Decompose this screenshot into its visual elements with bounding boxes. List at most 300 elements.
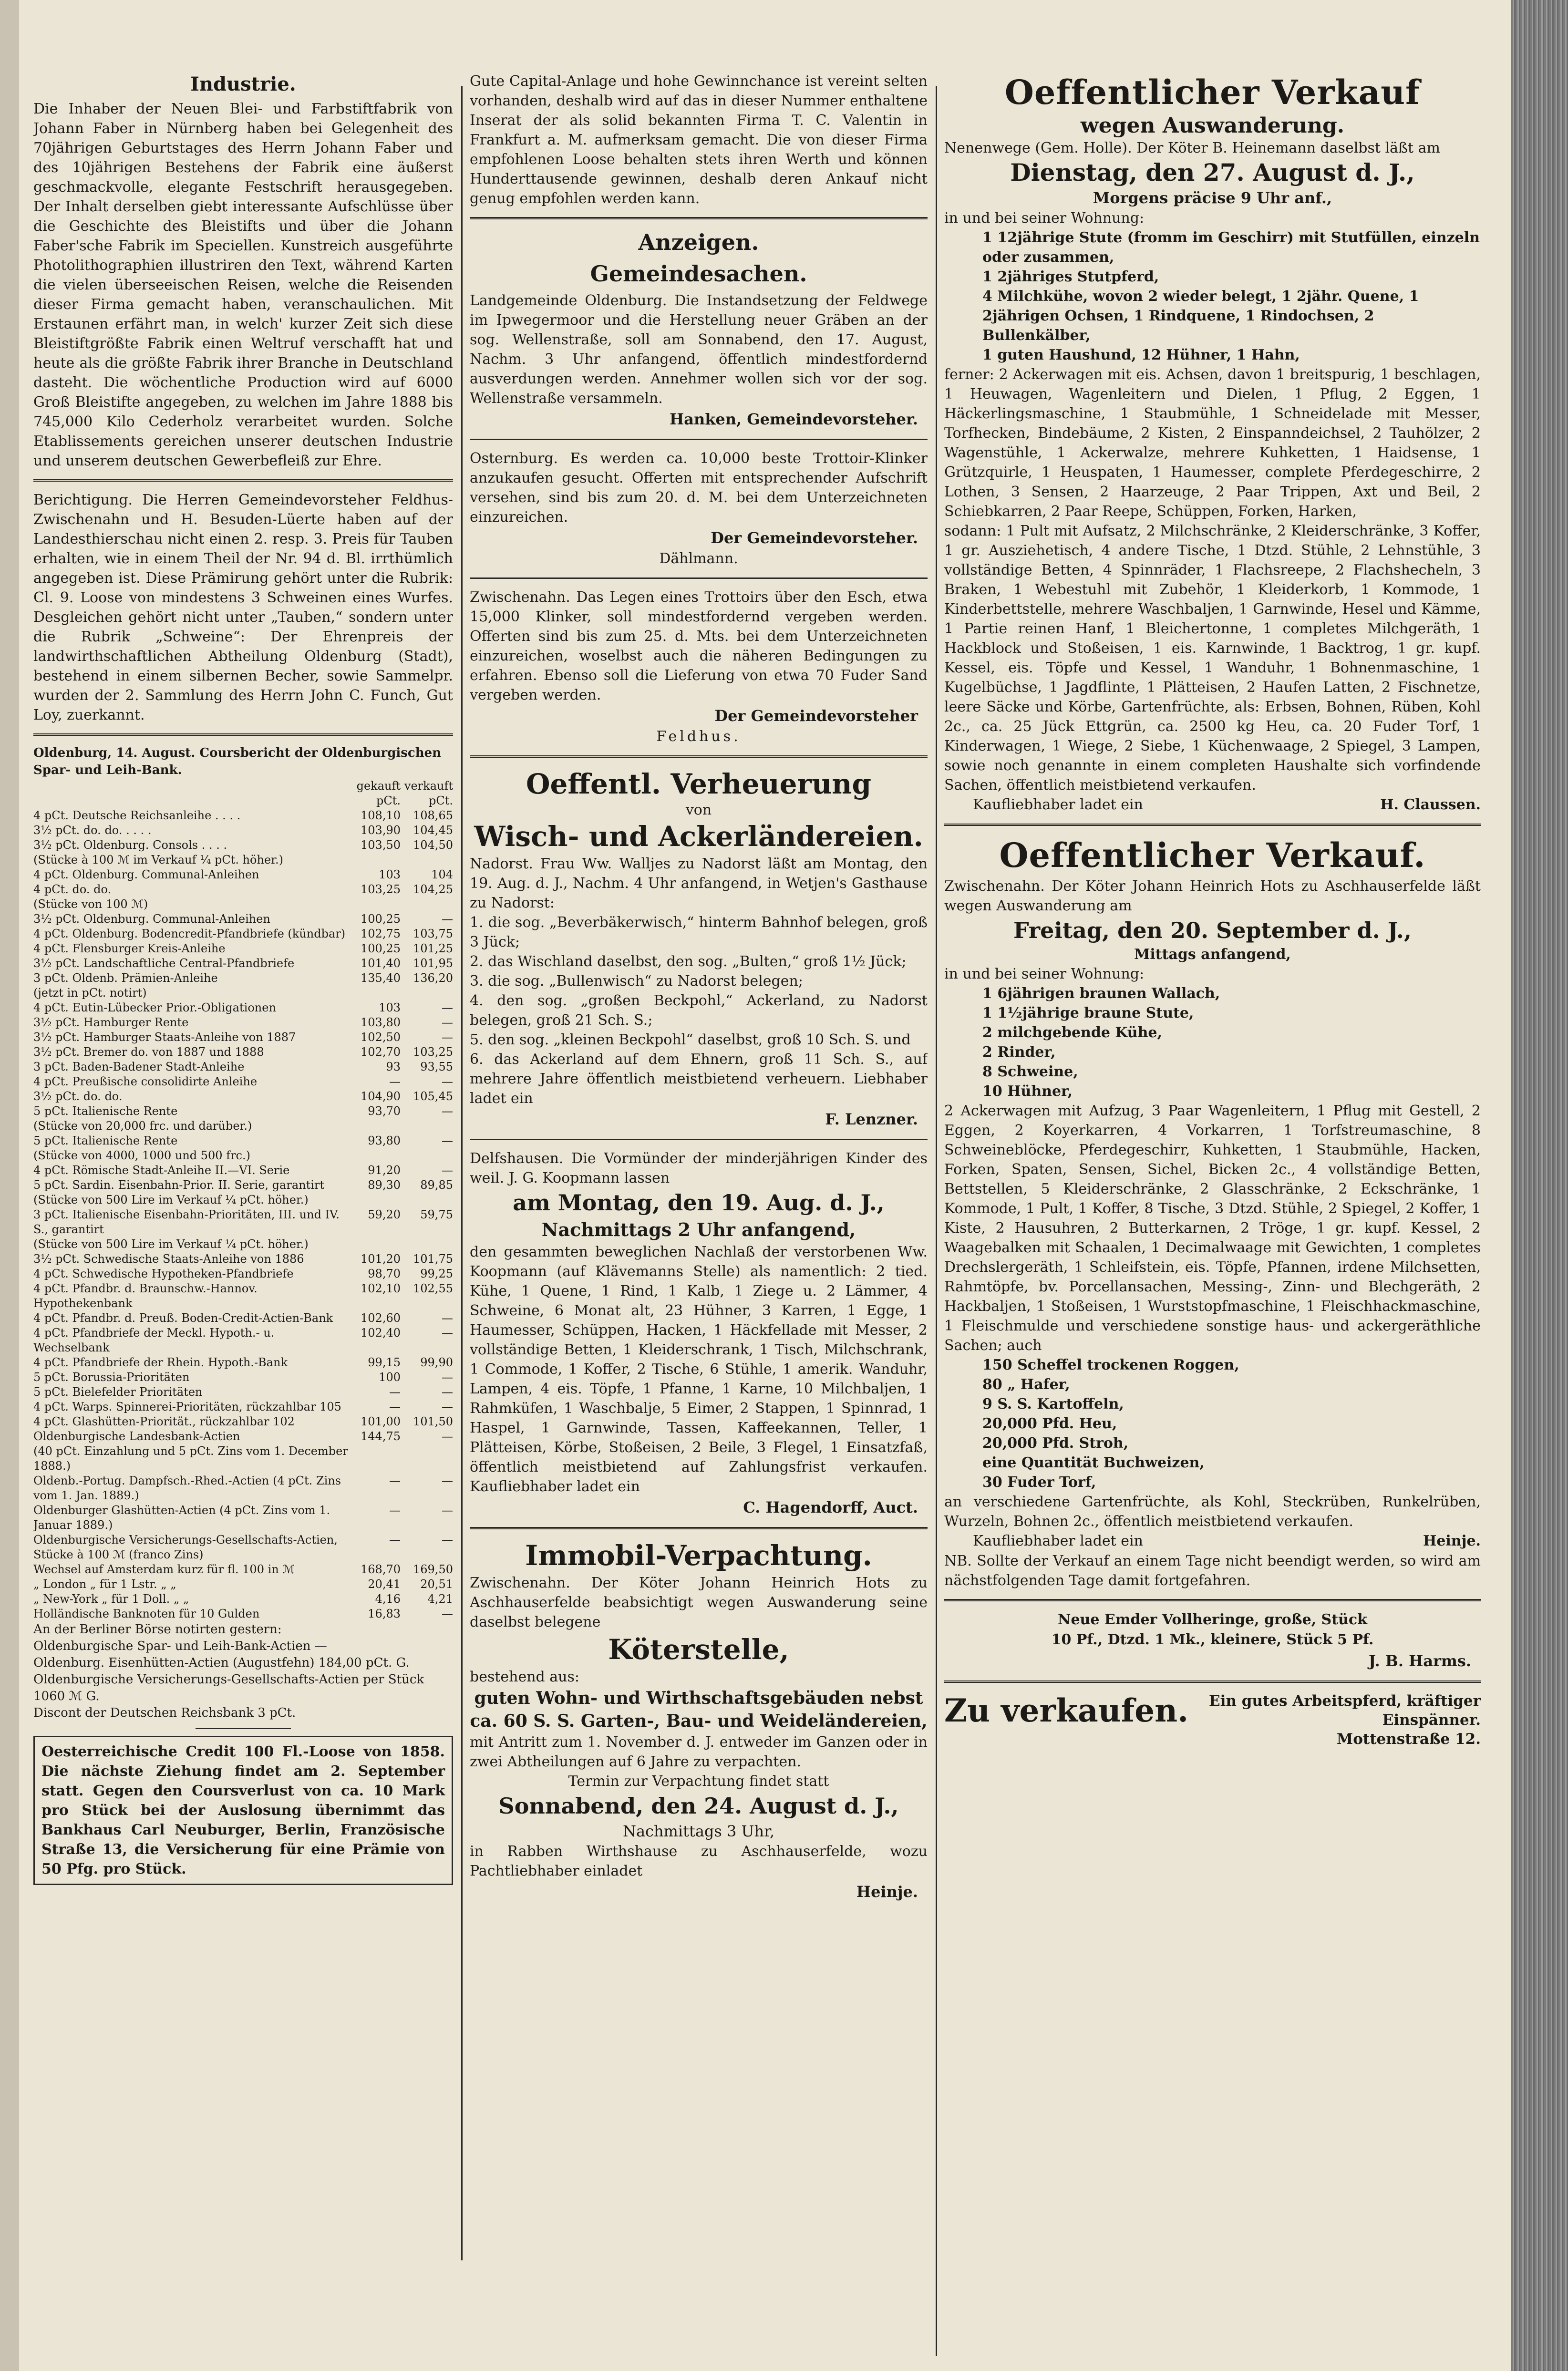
kurs-sell: — xyxy=(442,1474,453,1487)
kurs-buy: 4,16 xyxy=(375,1592,401,1606)
kurs-name: 3½ pCt. Hamburger Staats-Anleihe von 1887 xyxy=(33,1031,296,1044)
kurs-row xyxy=(33,1444,453,1474)
kurs-name: (Stücke von 500 Lire im Verkauf ¼ pCt. höher.) xyxy=(33,1193,309,1206)
kurs-row xyxy=(33,1385,453,1400)
verkauf2-items xyxy=(944,984,1481,1101)
kurs-name: 4 pCt. Deutsche Reichsanleihe . . . . xyxy=(33,809,241,822)
column-3 xyxy=(944,72,1481,2333)
kurs-buy: — xyxy=(389,1533,401,1546)
zu-verkaufen-text: Ein gutes Arbeitspferd, kräftiger Einspänner. xyxy=(1209,1692,1481,1729)
column-1 xyxy=(33,72,453,2333)
kurs-sell: 108,65 xyxy=(413,809,453,822)
signature: Heinje. xyxy=(856,1883,918,1901)
kurs-buy: 108,10 xyxy=(361,809,401,822)
column-2 xyxy=(470,72,928,2333)
verkauf1-title: Oeffentlicher Verkauf xyxy=(1004,72,1421,112)
verkauf2-good: 20,000 Pfd. Heu, xyxy=(982,1415,1117,1432)
verkauf2-place: in und bei seiner Wohnung: xyxy=(944,966,1145,982)
closing-text: Kaufliebhaber ladet ein xyxy=(973,1533,1143,1549)
kurs-row xyxy=(33,1104,453,1119)
signature-name: Dählmann. xyxy=(659,550,738,567)
col-gekauft: gekauft xyxy=(356,779,401,793)
kurs-name: 4 pCt. Römische Stadt-Anleihe II.—VI. Serie xyxy=(33,1164,290,1177)
kurs-sell: 101,25 xyxy=(413,942,453,955)
kurs-sell xyxy=(401,853,453,867)
kurs-buy: — xyxy=(389,1400,401,1413)
kurs-buy xyxy=(348,1148,401,1163)
gemeindesachen-title: Gemeindesachen. xyxy=(590,261,807,287)
kurs-name: Oldenburgische Versicherungs-Gesellschafts-Actien, Stücke à 100 ℳ (franco Zins) xyxy=(33,1533,338,1561)
kurs-buy: 102,40 xyxy=(361,1326,401,1340)
kurs-name: 5 pCt. Italienische Rente xyxy=(33,1134,178,1147)
kurs-row xyxy=(33,1089,453,1104)
kurs-row xyxy=(33,1592,453,1607)
kurs-sell xyxy=(401,1119,453,1134)
zu-verkaufen-address: Mottenstraße 12. xyxy=(1336,1731,1481,1748)
kurs-name: 4 pCt. Warps. Spinnerei-Prioritäten, rückzahlbar 105 xyxy=(33,1400,341,1413)
kurs-row xyxy=(33,1562,453,1577)
kursbericht-header-row xyxy=(33,779,453,794)
immobil-date: Sonnabend, den 24. August d. J., xyxy=(498,1793,899,1819)
kurs-row xyxy=(33,1474,453,1503)
kurs-name: 3½ pCt. Schwedische Staats-Anleihe von 1886 xyxy=(33,1252,304,1266)
kurs-name: 4 pCt. Pfandbriefe der Meckl. Hypoth.- u. Wechselbank xyxy=(33,1326,275,1354)
kurs-name: (Stücke von 500 Lire im Verkauf ¼ pCt. höher.) xyxy=(33,1237,309,1251)
kurs-row xyxy=(33,808,453,823)
kurs-sell: — xyxy=(442,1504,453,1517)
emder-line1: Neue Emder Vollheringe, große, Stück xyxy=(1058,1611,1367,1628)
kurs-buy xyxy=(348,1193,401,1207)
kurs-row xyxy=(33,1178,453,1193)
verkauf1-closing-row xyxy=(944,795,1481,815)
kurs-name: 4 pCt. Pfandbriefe der Rhein. Hypoth.-Bank xyxy=(33,1356,288,1369)
kurs-name: 4 pCt. Eutin-Lübecker Prior.-Obligationen xyxy=(33,1001,276,1014)
kurs-sell: 4,21 xyxy=(427,1592,453,1606)
verkauf2-item: 2 Rinder, xyxy=(982,1044,1056,1061)
kurs-row xyxy=(33,1237,453,1252)
kurs-sell: — xyxy=(442,1001,453,1014)
kurs-name: 3 pCt. Baden-Badener Stadt-Anleihe xyxy=(33,1060,245,1073)
kurs-row xyxy=(33,941,453,956)
kurs-name: 3½ pCt. Bremer do. von 1887 und 1888 xyxy=(33,1045,264,1059)
kurs-buy: 103,50 xyxy=(361,838,401,852)
verheuerung-item: 6. das Ackerland auf dem Ehnern, groß 11 Sch. S., auf mehrere Jahre öffentlich meistbietend verheuern. Liebhaber ladet ein xyxy=(470,1051,928,1107)
kurs-buy: 100 xyxy=(379,1371,401,1384)
kurs-sell: 136,20 xyxy=(413,971,453,985)
zwischenahn-trottoir-ad: Zwischenahn. Das Legen eines Trottoirs über den Esch, etwa 15,000 Klinker, soll mindestfordernd vergeben werden. Offerten sind bis zum 25. d. Mts. bei dem Unterzeichneten einzureichen, woselbst auch die näheren Bedingungen zu erfahren. Ebenso soll die Lieferung von etwa 70 Fuder Sand vergeben werden. xyxy=(470,589,928,703)
kurs-name: 4 pCt. Flensburger Kreis-Anleihe xyxy=(33,942,226,955)
kurs-buy: 98,70 xyxy=(368,1267,401,1280)
kurs-sell xyxy=(401,897,453,912)
signature: Hanken, Gemeindevorsteher. xyxy=(669,410,918,428)
kurs-buy: 16,83 xyxy=(368,1607,401,1620)
kurs-sell xyxy=(401,1444,453,1474)
kurs-note: An der Berliner Börse notirten gestern: xyxy=(33,1622,282,1637)
verkauf2-good: 30 Fuder Torf, xyxy=(982,1474,1096,1491)
kurs-buy: 102,60 xyxy=(361,1311,401,1325)
kurs-buy: 103,25 xyxy=(361,883,401,896)
verkauf2-time: Mittags anfangend, xyxy=(1134,946,1291,963)
verkauf1-item: 4 Milchkühe, wovon 2 wieder belegt, 1 2jähr. Quene, 1 2jährigen Ochsen, 1 Rindquene, 1 Rindochsen, 2 Bullenkälber, xyxy=(982,288,1419,344)
kurs-buy: 103 xyxy=(379,868,401,881)
verkauf1-text2: sodann: 1 Pult mit Aufsatz, 2 Milchschränke, 2 Kleiderschränke, 3 Koffer, 1 gr. Ausziehetisch, 4 andere Tische, 1 Dtzd. Stühle, 2 Lehnstühle, 3 vollständige Betten, 4 Spinnräder, 1 Flachsreepe, 2 Flachshecheln, 3 Braken, 1 Webestuhl mit Zubehör, 1 Kleiderkorb, 1 Kommode, 1 Kinderbettstelle, mehrere Waschbaljen, 1 Garnwinde, Hesel und Kämme, 1 Partie reinen Hanf, 1 Bleichertonne, 1 completes Milchgeräth, 1 Hackblock und Stoßeisen, 1 eis. Karnwinde, 1 Backtrog, 1 gr. kupf. Kessel, eis. Töpfe und Kessel, 1 Wanduhr, 1 Bohnenmaschine, 1 Kugelbüchse, 1 Jagdflinte, 1 Plätteisen, 2 Haufen Latten, 2 Fischnetze, leere Säcke und Körbe, Gartenfrüchte, als: Erbsen, Bohnen, Rüben, Kohl 2c., ca. 25 Jück Ettgrün, ca. 2500 kg Heu, ca. 20 Fuder Torf, 1 Kinderwagen, 1 Wiege, 2 Siebe, 1 Küchenwaage, 2 Spiegel, 3 Lampen, sowie noch genannte in einem completen Haushalte sich vorfindende Sachen, öffentlich meistbietend verkaufen. xyxy=(944,523,1481,794)
verkauf2-item: 2 milchgebende Kühe, xyxy=(982,1024,1162,1041)
immobil-text: mit Antritt zum 1. November d. J. entweder im Ganzen oder in zwei Abtheilungen auf 6 Jahre zu verpachten. xyxy=(470,1734,928,1770)
kurs-name: 5 pCt. Sardin. Eisenbahn-Prior. II. Serie, garantirt xyxy=(33,1178,325,1192)
kurs-row xyxy=(33,1503,453,1533)
kurs-buy: 101,00 xyxy=(361,1415,401,1428)
verkauf1-items xyxy=(944,228,1481,365)
verkauf2-good: 20,000 Pfd. Stroh, xyxy=(982,1435,1129,1452)
verheuerung-item: 2. das Wischland daselbst, den sog. „Bulten,“ groß 1½ Jück; xyxy=(470,953,907,970)
verheuerung-intro: Nadorst. Frau Ww. Walljes zu Nadorst läßt am Montag, den 19. Aug. d. J., Nachm. 4 Uhr anfangend, in Wetjen's Gasthause zu Nadorst: xyxy=(470,856,928,911)
kurs-name: 4 pCt. do. do. xyxy=(33,883,112,896)
kurs-sell: — xyxy=(442,912,453,926)
kurs-sell xyxy=(401,1148,453,1163)
verkauf1-item: 1 12jährige Stute (fromm im Geschirr) mit Stutfüllen, einzeln oder zusammen, xyxy=(982,229,1480,266)
kurs-row xyxy=(33,912,453,927)
kurs-row xyxy=(33,1311,453,1326)
verkauf2-nb: NB. Sollte der Verkauf an einem Tage nicht beendigt werden, so wird am nächstfolgenden Tage damit fortgefahren. xyxy=(944,1553,1481,1589)
adjacent-page-edge xyxy=(0,0,21,2371)
column-divider xyxy=(936,86,937,2356)
kurs-sell: — xyxy=(442,1385,453,1399)
divider xyxy=(944,824,1481,826)
kursbericht-notes xyxy=(33,1621,453,1722)
kurs-row xyxy=(33,1119,453,1134)
credit-loose-text: Oesterreichische Credit 100 Fl.-Loose von 1858. Die nächste Ziehung findet am 2. September statt. Gegen den Coursverlust von ca. 10 Mark pro Stück bei der Auslosung übernimmt das Bankhaus Carl Neuburger, Berlin, Französische Straße 13, die Versicherung für eine Prämie von 50 Pfg. pro Stück. xyxy=(41,1743,445,1877)
kursbericht-title: Coursbericht der Oldenburgischen Spar- und Leih-Bank. xyxy=(33,746,442,777)
kurs-buy: 89,30 xyxy=(368,1178,401,1192)
kurs-buy: 20,41 xyxy=(368,1577,401,1591)
kurs-sell: — xyxy=(442,1104,453,1118)
verheuerung-item: 3. die sog. „Bullenwisch“ zu Nadorst belegen; xyxy=(470,973,803,990)
kurs-buy: 168,70 xyxy=(361,1563,401,1576)
verheuerung-item: 1. die sog. „Beverbäkerwisch,“ hinterm Bahnhof belegen, groß 3 Jück; xyxy=(470,914,928,950)
signature: F. Lenzner. xyxy=(825,1110,918,1128)
anzeigen-title: Anzeigen. xyxy=(638,229,759,255)
kurs-row xyxy=(33,927,453,941)
kurs-sell: 99,25 xyxy=(420,1267,453,1280)
divider xyxy=(470,439,928,440)
kurs-row xyxy=(33,1252,453,1267)
verkauf2-item: 1 1½jährige braune Stute, xyxy=(982,1005,1194,1021)
kurs-buy xyxy=(348,853,401,867)
verkauf2-good: 80 „ Hafer, xyxy=(982,1376,1070,1393)
kurs-row xyxy=(33,1370,453,1385)
verkauf2-text: 2 Ackerwagen mit Aufzug, 3 Paar Wagenleitern, 1 Pflug mit Gestell, 2 Eggen, 2 Koyerkarren, 4 Vorkarren, 1 Torfstreumaschine, 8 Schweineblöcke, Pferdegeschirr, Kuhketten, 1 Staubmühle, Hacken, Forken, Spaten, Sensen, Sichel, Bicken 2c., 4 vollständige Betten, Bettstellen, 5 Kleiderschränke, 2 Glasschränke, 2 Eckschränke, 1 Kommode, 1 Pult, 1 Koffer, 8 Tische, 3 Dtzd. Stühle, 2 Spiegel, 2 Koffer, 1 Kiste, 2 Hausuhren, 2 Butterkarnen, 2 Tröge, 1 gr. kupf. Kessel, 2 Waagebalken mit Schaalen, 1 Decimalwaage mit Gewichten, 1 completes Drechslergeräth, 1 Schleifstein, eis. Töpfe, Pfannen, irdene Milchsetten, Rahmtöpfe, bv. Porcellansachen, Messing-, Zinn- und Blechgeräth, 2 Hackbaljen, 1 Stoßeisen, 1 Wurststopfmaschine, 1 Fleischhackmaschine, 1 Fleischmulde und verschiedene sonstige haus- und ackergeräthliche Sachen; auch xyxy=(944,1103,1481,1354)
kurs-sell: 93,55 xyxy=(420,1060,453,1073)
kurs-row xyxy=(33,838,453,853)
kurs-name: (40 pCt. Einzahlung und 5 pCt. Zins vom 1. December 1888.) xyxy=(33,1444,348,1473)
kurs-sell: — xyxy=(442,1371,453,1384)
immobil-time: Nachmittags 3 Uhr, xyxy=(622,1822,775,1840)
immobil-title: Immobil-Verpachtung. xyxy=(525,1539,872,1572)
kurs-sell: — xyxy=(442,1430,453,1443)
kurs-sell: — xyxy=(442,1031,453,1044)
divider xyxy=(470,1527,928,1529)
kurs-name: 4 pCt. Oldenburg. Communal-Anleihen xyxy=(33,868,259,881)
kurs-name: 5 pCt. Bielefelder Prioritäten xyxy=(33,1385,203,1399)
kurs-row xyxy=(33,1577,453,1592)
kurs-sell: 104 xyxy=(431,868,453,881)
zu-verkaufen-title: Zu verkaufen. xyxy=(944,1692,1189,1729)
kurs-sell: 102,55 xyxy=(413,1282,453,1295)
kurs-name: 4 pCt. Preußische consolidirte Anleihe xyxy=(33,1075,258,1088)
kurs-name: Oldenburger Glashütten-Actien (4 pCt. Zins vom 1. Januar 1889.) xyxy=(33,1504,330,1532)
kurs-row xyxy=(33,1533,453,1562)
kurs-sell: 104,25 xyxy=(413,883,453,896)
kurs-name: 3½ pCt. Oldenburg. Communal-Anleihen xyxy=(33,912,270,926)
delfshausen-time: Nachmittags 2 Uhr anfangend, xyxy=(541,1219,856,1240)
kurs-sell: 103,75 xyxy=(413,927,453,940)
verheuerung-items xyxy=(470,913,928,1108)
verkauf2-text2: an verschiedene Gartenfrüchte, als Kohl, Steckrüben, Runkelrüben, Wurzeln, Bohnen 2c., öffentlich meistbietend verkaufen. xyxy=(944,1494,1481,1530)
kurs-name: 3½ pCt. Oldenburg. Consols . . . . xyxy=(33,838,227,852)
von-label: von xyxy=(685,802,712,818)
closing-text: Kaufliebhaber ladet ein xyxy=(973,796,1143,813)
verkauf1-item: 1 guten Haushund, 12 Hühner, 1 Hahn, xyxy=(982,347,1300,363)
kurs-buy: 103,90 xyxy=(361,824,401,837)
kurs-name: 3½ pCt. Hamburger Rente xyxy=(33,1016,189,1029)
kurs-name: Oldenb.-Portug. Dampfsch.-Rhed.-Actien (4 pCt. Zins vom 1. Jan. 1889.) xyxy=(33,1474,341,1502)
kurs-name: 5 pCt. Italienische Rente xyxy=(33,1104,178,1118)
signature: J. B. Harms. xyxy=(1368,1652,1471,1670)
signature: Der Gemeindevorsteher. xyxy=(711,529,918,547)
capital-anlage-text: Gute Capital-Anlage und hohe Gewinnchance ist vereint selten vorhanden, deshalb wird auf das in dieser Nummer enthaltene Inserat der als solid bekannten Firma T. C. Valentin in Frankfurt a. M. aufmerksam gemacht. Die von dieser Firma empfohlenen Loose behalten stets ihren Werth und können Hunderttausende gewinnen, deshalb deren Ankauf nicht genug empfohlen werden kann. xyxy=(470,73,928,207)
divider xyxy=(196,1728,291,1729)
kurs-name: 4 pCt. Schwedische Hypotheken-Pfandbriefe xyxy=(33,1267,294,1280)
kurs-buy: 104,90 xyxy=(361,1090,401,1103)
kurs-sell: 101,50 xyxy=(413,1415,453,1428)
kurs-buy: 102,75 xyxy=(361,927,401,940)
kurs-row xyxy=(33,1281,453,1311)
kursbericht xyxy=(33,744,453,1722)
kurs-buy: 103,80 xyxy=(361,1016,401,1029)
verkauf1-subtitle: wegen Auswanderung. xyxy=(1080,113,1345,138)
kurs-buy xyxy=(348,1444,401,1474)
kurs-name: Holländische Banknoten für 10 Gulden xyxy=(33,1607,260,1620)
kurs-row xyxy=(33,1355,453,1370)
kurs-buy: 91,20 xyxy=(368,1164,401,1177)
kurs-buy: 103 xyxy=(379,1001,401,1014)
kurs-name: 4 pCt. Glashütten-Priorität., rückzahlbar 102 xyxy=(33,1415,295,1428)
kurs-sell: — xyxy=(442,1164,453,1177)
kurs-note: Oldenburg. Eisenhütten-Actien (Augustfehn) 184,00 pCt. G. xyxy=(33,1656,410,1670)
delfshausen-intro: Delfshausen. Die Vormünder der minderjährigen Kinder des weil. J. G. Koopmann lassen xyxy=(470,1150,928,1186)
unit-label: pCt. xyxy=(429,794,453,807)
book-page-edges xyxy=(1511,0,1568,2371)
verkauf2-good: eine Quantität Buchweizen, xyxy=(982,1454,1205,1471)
kurs-name: 3 pCt. Italienische Eisenbahn-Prioritäten, III. und IV. S., garantirt xyxy=(33,1208,340,1236)
verkauf1-item: 1 2jähriges Stutpferd, xyxy=(982,268,1159,285)
verheuerung-title: Oeffentl. Verheuerung xyxy=(526,768,872,800)
kurs-sell: 101,75 xyxy=(413,1252,453,1266)
immobil-termin: Termin zur Verpachtung findet statt xyxy=(568,1773,829,1790)
divider xyxy=(470,217,928,219)
kurs-buy xyxy=(348,1237,401,1252)
divider xyxy=(470,1139,928,1140)
signature: Heinje. xyxy=(1423,1533,1481,1549)
landgemeinde-ad: Landgemeinde Oldenburg. Die Instandsetzung der Feldwege im Ipwegermoor und die Herstellung neuer Gräben an der sog. Wellenstraße, soll am Sonnabend, den 17. August, Nachm. 3 Uhr anfangend, öffentlich mindestfordernd ausverdungen werden. Annehmer wollen sich vor der sog. Wellenstraße versammeln. xyxy=(470,292,928,407)
kurs-sell: 20,51 xyxy=(420,1577,453,1591)
kurs-sell: 104,50 xyxy=(413,838,453,852)
kurs-buy xyxy=(348,1119,401,1134)
kurs-sell: 103,25 xyxy=(413,1045,453,1059)
kurs-row xyxy=(33,1207,453,1237)
immobil-place: in Rabben Wirthshause zu Aschhauserfelde, wozu Pachtliebhaber einladet xyxy=(470,1843,928,1879)
koeterstelle-title: Köterstelle, xyxy=(608,1633,789,1666)
kurs-name: 3½ pCt. do. do. . . . . xyxy=(33,824,152,837)
kurs-name: (Stücke von 20,000 frc. und darüber.) xyxy=(33,1119,252,1133)
delfshausen-text: den gesammten beweglichen Nachlaß der verstorbenen Ww. Koopmann (auf Klävemanns Stelle) als namentlich: 2 tied. Kühe, 1 Quene, 1 Rind, 1 Kalb, 1 Ziege u. 2 Lämmer, 4 Schweine, 6 Monat alt, 23 Hühner, 3 Karren, 1 Egge, 1 Haumesser, Schüppen, Hacken, 1 Häckfellade mit Messer, 2 vollständige Betten, 1 Kleiderschrank, 1 Tisch, Milchschrank, 1 Commode, 1 Koffer, 2 Tische, 6 Stühle, 1 amerik. Wanduhr, Lampen, 4 eis. Töpfe, 1 Pfanne, 1 Karne, 10 Milchbaljen, 1 Rahmküfen, 1 Waschbalje, 5 Eimer, 2 Stappen, 1 Spinnrad, 1 Haspel, 1 Garnwinde, Tassen, Kaffeekannen, Teller, 1 Plätteisen, Körbe, Stoßeisen, 2 Beile, 3 Flegel, 1 Einsatzfaß, öffentlich meistbietend auf Zahlungsfrist verkaufen. Kaufliebhaber ladet ein xyxy=(470,1244,928,1495)
verkauf2-item: 8 Schweine, xyxy=(982,1063,1078,1080)
kurs-row xyxy=(33,1030,453,1045)
kurs-sell: — xyxy=(442,1016,453,1029)
kurs-name: Wechsel auf Amsterdam kurz für fl. 100 in ℳ xyxy=(33,1563,295,1576)
kurs-sell: 99,90 xyxy=(420,1356,453,1369)
verkauf1-date: Dienstag, den 27. August d. J., xyxy=(1010,158,1415,186)
kurs-buy: 101,40 xyxy=(361,957,401,970)
credit-loose-ad xyxy=(33,1736,453,1885)
kurs-row xyxy=(33,1607,453,1621)
divider xyxy=(470,755,928,758)
kurs-row xyxy=(33,882,453,897)
kurs-sell: 59,75 xyxy=(420,1208,453,1221)
kurs-row xyxy=(33,956,453,971)
kurs-row xyxy=(33,1074,453,1089)
kurs-row xyxy=(33,1326,453,1355)
signature: Der Gemeindevorsteher xyxy=(714,707,918,725)
kurs-row xyxy=(33,1193,453,1207)
kurs-name: Oldenburgische Landesbank-Actien xyxy=(33,1430,240,1443)
kurs-buy: — xyxy=(389,1075,401,1088)
verkauf2-closing-row xyxy=(944,1531,1481,1551)
verkauf2-intro: Zwischenahn. Der Köter Johann Heinrich Hots zu Aschhauserfelde läßt wegen Auswanderung am xyxy=(944,878,1481,914)
kurs-name: 4 pCt. Pfandbr. d. Preuß. Boden-Credit-Actien-Bank xyxy=(33,1311,333,1325)
berichtigung-text: Berichtigung. Die Herren Gemeindevorsteher Feldhus-Zwischenahn und H. Besuden-Lüerte haben auf der Landesthierschau nicht einen 2. resp. 3. Preis für Tauben erhalten, wie in einem Theil der Nr. 94 d. Bl. irrthümlich angegeben ist. Diese Prämirung gehört unter die Rubrik: Cl. 9. Loose von mindestens 3 Schweinen eines Wurfes. Desgleichen gehört nicht unter „Tauben,“ sondern unter die Rubrik „Schweine“: Der Ehrenpreis der landwirthschaftlichen Abtheilung Oldenburg (Stadt), bestehend in einem silbernen Becher, sowie Sammelpr. wurden der 2. Sammlung des Herrn John C. Funch, Gut Loy, zuerkannt. xyxy=(33,492,453,723)
kurs-row xyxy=(33,853,453,867)
verkauf1-place: in und bei seiner Wohnung: xyxy=(944,210,1145,227)
divider xyxy=(33,479,453,482)
kurs-sell: 101,95 xyxy=(413,957,453,970)
immobil-intro: Zwischenahn. Der Köter Johann Heinrich Hots zu Aschhauserfelde beabsichtigt wegen Auswanderung seine daselbst belegene xyxy=(470,1575,928,1630)
kurs-sell: — xyxy=(442,1533,453,1546)
divider xyxy=(33,733,453,736)
kurs-buy: 102,70 xyxy=(361,1045,401,1059)
verkauf2-good: 150 Scheffel trockenen Roggen, xyxy=(982,1357,1239,1373)
kurs-sell: — xyxy=(442,1607,453,1620)
kurs-row xyxy=(33,1134,453,1148)
verkauf1-intro: Nenenwege (Gem. Holle). Der Köter B. Heinemann daselbst läßt am xyxy=(944,140,1440,156)
verkauf2-item: 10 Hühner, xyxy=(982,1083,1073,1100)
zu-verkaufen-ad xyxy=(944,1691,1481,1749)
column-divider xyxy=(461,86,463,2260)
verkauf1-text: ferner: 2 Ackerwagen mit eis. Achsen, davon 1 breitspurig, 1 beschlagen, 1 Heuwagen, Wagenleitern und Dielen, 1 Pflug, 2 Eggen, 1 Häckerlingsmaschine, 1 Staubmühle, 1 Schneidelade mit Messer, Torfhecken, Bindebäume, 2 Kisten, 2 Einspanndeichsel, 2 Tauhölzer, 2 Wagenstühle, 1 Ackerwalze, mehrere Kuhketten, 1 Haidsense, 1 Grützquirle, 1 Heuspaten, 1 Haumesser, complete Pferdegeschirre, 2 Lothen, 3 Sensen, 2 Haarzeuge, 2 Paar Trippen, Axt und Beil, 2 Schiebkarren, 2 Paar Reepe, Schüppen, Forken, Harken, xyxy=(944,366,1481,520)
divider xyxy=(944,1599,1481,1601)
kurs-row xyxy=(33,867,453,882)
kurs-sell: 105,45 xyxy=(413,1090,453,1103)
kurs-sell xyxy=(401,1237,453,1252)
kurs-buy: 101,20 xyxy=(361,1252,401,1266)
kurs-name: 5 pCt. Borussia-Prioritäten xyxy=(33,1371,190,1384)
kurs-row xyxy=(33,1000,453,1015)
kurs-row xyxy=(33,1267,453,1281)
kurs-row xyxy=(33,1060,453,1074)
verkauf2-goods xyxy=(944,1355,1481,1492)
kurs-sell: — xyxy=(442,1311,453,1325)
kurs-sell xyxy=(401,1193,453,1207)
kurs-name: (Stücke à 100 ℳ im Verkauf ¼ pCt. höher.) xyxy=(33,853,283,866)
verkauf2-title: Oeffentlicher Verkauf. xyxy=(999,835,1426,875)
kurs-sell: — xyxy=(442,1400,453,1413)
kursbericht-unit-row xyxy=(33,794,453,808)
kurs-row xyxy=(33,1148,453,1163)
immobil-bestehend: bestehend aus: xyxy=(470,1669,580,1685)
verkauf2-date: Freitag, den 20. September d. J., xyxy=(1013,917,1412,943)
kursbericht-table xyxy=(33,779,453,1621)
kurs-buy: 102,10 xyxy=(361,1282,401,1295)
kurs-row xyxy=(33,1163,453,1178)
verkauf1-time: Morgens präcise 9 Uhr anf., xyxy=(1093,189,1332,207)
kurs-buy: 135,40 xyxy=(361,971,401,985)
kurs-row xyxy=(33,823,453,838)
col-verkauft: verkauft xyxy=(404,779,453,793)
kurs-buy: 93,80 xyxy=(368,1134,401,1147)
kurs-buy: 99,15 xyxy=(368,1356,401,1369)
delfshausen-date: am Montag, den 19. Aug. d. J., xyxy=(513,1190,885,1216)
kurs-buy: — xyxy=(389,1474,401,1487)
kurs-name: 4 pCt. Pfandbr. d. Braunschw.-Hannov. Hypothekenbank xyxy=(33,1282,258,1310)
kurs-name: „ London „ für 1 Lstr. „ „ xyxy=(33,1577,176,1591)
kurs-buy: 144,75 xyxy=(361,1430,401,1443)
verheuerung-subtitle: Wisch- und Ackerländereien. xyxy=(474,820,923,853)
kurs-buy: 102,50 xyxy=(361,1031,401,1044)
kurs-buy: — xyxy=(389,1385,401,1399)
kurs-buy: — xyxy=(389,1504,401,1517)
kurs-note: Discont der Deutschen Reichsbank 3 pCt. xyxy=(33,1706,296,1720)
kurs-sell: 104,45 xyxy=(413,824,453,837)
verkauf2-good: 9 S. S. Kartoffeln, xyxy=(982,1396,1124,1412)
verheuerung-item: 5. den sog. „kleinen Beckpohl“ daselbst, groß 10 Sch. S. und xyxy=(470,1031,911,1048)
kurs-name: 3½ pCt. Landschaftliche Central-Pfandbriefe xyxy=(33,957,295,970)
kurs-sell: — xyxy=(442,1326,453,1340)
kurs-buy xyxy=(348,897,401,912)
emder-line2: 10 Pf., Dtzd. 1 Mk., kleinere, Stück 5 Pf. xyxy=(1051,1631,1374,1648)
kursbericht-date: Oldenburg, 14. August. xyxy=(33,746,196,760)
kurs-row xyxy=(33,1414,453,1429)
kurs-name: 4 pCt. Oldenburg. Bodencredit-Pfandbriefe (kündbar) xyxy=(33,927,346,940)
unit-label: pCt. xyxy=(376,794,401,807)
signature-name: Feldhus. xyxy=(656,728,741,745)
kurs-sell: 89,85 xyxy=(420,1178,453,1192)
kurs-row xyxy=(33,1015,453,1030)
kurs-row xyxy=(33,986,453,1000)
divider xyxy=(470,577,928,579)
verheuerung-item: 4. den sog. „großen Beckpohl,“ Ackerland, zu Nadorst belegen, groß 21 Sch. S.; xyxy=(470,992,928,1029)
kurs-buy: 59,20 xyxy=(368,1208,401,1221)
emder-ad xyxy=(944,1610,1481,1672)
newspaper-page xyxy=(19,0,1511,2371)
signature: H. Claussen. xyxy=(1380,796,1481,813)
kurs-sell: — xyxy=(442,1075,453,1088)
industrie-text: Die Inhaber der Neuen Blei- und Farbstiftfabrik von Johann Faber in Nürnberg haben bei Gelegenheit des 70jährigen Geburtstages des Herrn Johann Faber und des 10jährigen Bestehens der Fabrik eine äußerst geschmackvolle, elegante Festschrift herausgegeben. Der Inhalt derselben giebt interessante Aufschlüsse über die Geschichte des Bleistifts und über die Johann Faber'sche Fabrik im Speciellen. Kunstreich ausgeführte Photolithographien illustriren den Text, während Karten die vielen überseeischen Reisen, welche die Reisenden dieser Firma gemacht haben, veranschaulichen. Mit Erstaunen erfährt man, in welch' kurzer Zeit sich diese Bleistiftgrößte Fabrik einen Weltruf verschafft hat und heute als die größte Fabrik ihrer Branche in Deutschland dasteht. Die wöchentliche Production wird auf 6000 Groß Bleistifte angegeben, zu welchen im Jahre 1888 bis 745,000 Kilo Cederholz verarbeitet wurden. Solche Etablissements gereichen unserer deutschen Industrie und unserem deutschen Gewerbefleiß zur Ehre. xyxy=(33,101,453,469)
immobil-details: guten Wohn- und Wirthschaftsgebäuden nebst ca. 60 S. S. Garten-, Bau- und Weideländereien, xyxy=(470,1688,928,1731)
signature: C. Hagendorff, Auct. xyxy=(743,1498,918,1516)
kurs-note: Oldenburgische Spar- und Leih-Bank-Actien — xyxy=(33,1639,327,1653)
kurs-note: Oldenburgische Versicherungs-Gesellschafts-Actien per Stück 1060 ℳ G. xyxy=(33,1672,424,1703)
kurs-buy: 93 xyxy=(386,1060,401,1073)
